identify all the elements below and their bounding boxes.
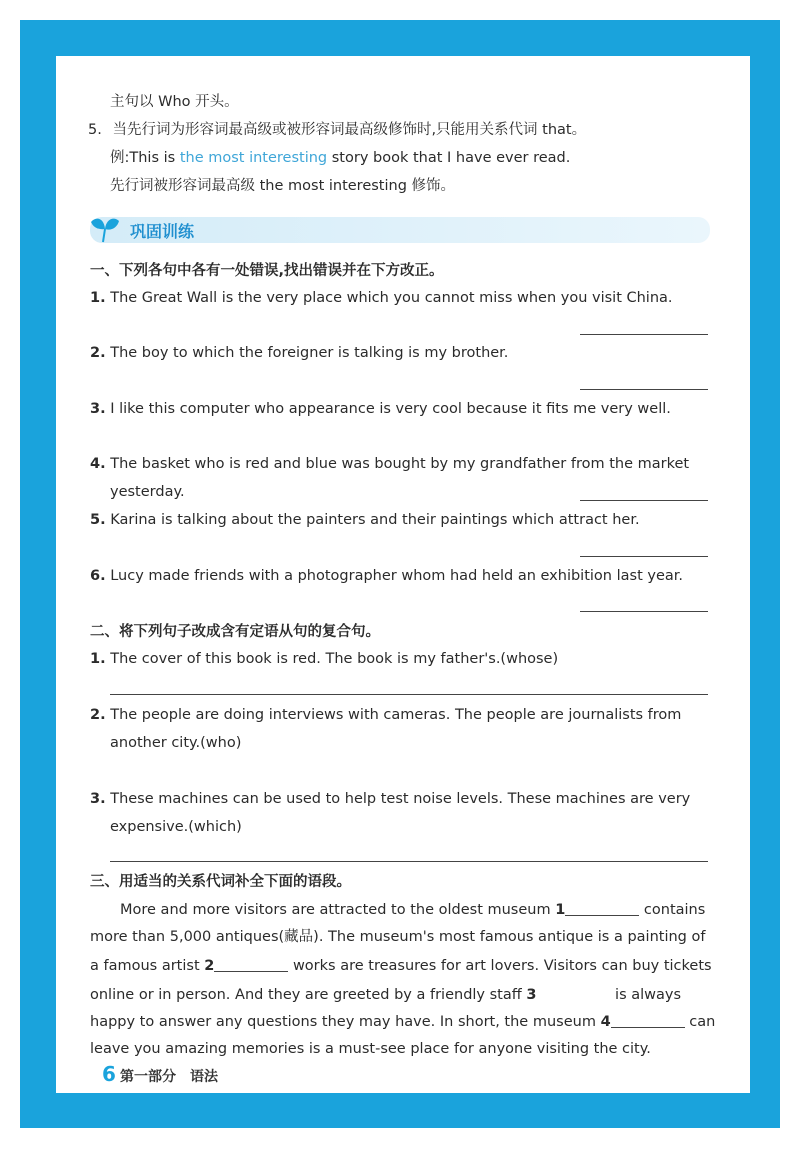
passage-text: contains [639,902,706,918]
item-text: Lucy made friends with a photographer whom had held an exhibition last year. [110,568,683,584]
example-suffix: story book that I have ever read. [327,150,571,166]
item-text: These machines can be used to help test noise levels. These machines are very [110,791,691,807]
passage-text: More and more visitors are attracted to the oldest museum [120,902,556,918]
item-number: 2. [90,345,106,361]
example-explanation: 先行词被形容词最高级 the most interesting 修饰。 [110,178,456,194]
rule-text: 当先行词为形容词最高级或被形容词最高级修饰时,只能用关系代词 that。 [112,122,587,138]
page-frame-bottom [20,1093,780,1128]
blank-number: 4 [600,1014,611,1030]
exercise-item [90,510,640,530]
blank-number: 3 [526,987,537,1003]
passage-text: happy to answer any questions they may have. In short, the museum [90,1014,601,1030]
item-text-continued: another city.(who) [110,735,242,751]
item-text-continued: expensive.(which) [110,819,242,835]
answer-line[interactable] [580,556,708,557]
passage-text: is always [610,987,682,1003]
example-highlight: the most interesting [179,150,328,166]
page-number: 6 [102,1062,116,1086]
example-prefix: 例:This is [110,150,180,166]
answer-line[interactable] [110,694,708,695]
fill-blank[interactable] [611,1011,685,1028]
passage-line [90,955,712,976]
item-number: 1. [90,651,106,667]
section-title: 巩固训练 [130,222,195,241]
page-frame-left [20,20,56,1128]
answer-line[interactable] [580,389,708,390]
rule-5 [88,120,586,140]
part1-heading: 一、下列各句中各有一处错误,找出错误并在下方改正。 [90,263,444,279]
fill-blank[interactable] [214,955,288,972]
passage-text: works are treasures for art lovers. Visitors can buy tickets [288,958,712,974]
item-text: The cover of this book is red. The book is my father's.(whose) [110,651,559,667]
part2-heading: 二、将下列句子改成含有定语从句的复合句。 [90,624,380,640]
page-frame-top [20,20,780,56]
blank-number: 2 [204,958,215,974]
passage-line: leave you amazing memories is a must-see place for anyone visiting the city. [90,1041,651,1057]
item-text: Karina is talking about the painters and their paintings which attract her. [110,512,640,528]
item-text: I like this computer who appearance is very cool because it fits me very well. [110,401,671,417]
leaf-icon [88,212,122,246]
answer-line[interactable] [580,611,708,612]
exercise-item [90,566,683,586]
item-number: 6. [90,568,106,584]
exercise-item [90,789,690,809]
item-number: 1. [90,290,106,306]
exercise-item [90,454,689,474]
fill-blank[interactable] [536,983,610,999]
passage-line: more than 5,000 antiques(藏品). The museum's most famous antique is a painting of [90,929,706,945]
fill-blank[interactable] [565,899,639,916]
exercise-item [90,343,508,363]
answer-line[interactable] [110,861,708,862]
item-number: 5. [90,512,106,528]
exercise-item [90,705,681,725]
passage-line [90,1011,715,1032]
item-number: 2. [90,707,106,723]
passage-line [120,899,705,920]
answer-line[interactable] [580,334,708,335]
item-number: 3. [90,791,106,807]
exercise-item [90,399,671,419]
footer-section-label: 第一部分 语法 [120,1069,218,1085]
passage-text: online or in person. And they are greeted by a friendly staff [90,987,527,1003]
exercise-item [90,649,558,669]
rule-number: 5. [88,122,102,138]
item-text: The people are doing interviews with cameras. The people are journalists from [110,707,682,723]
example-line [110,148,570,168]
part3-heading: 三、用适当的关系代词补全下面的语段。 [90,874,351,890]
passage-text: can [684,1014,716,1030]
item-number: 3. [90,401,106,417]
page-frame-right [750,20,780,1128]
item-number: 4. [90,456,106,472]
answer-line[interactable] [580,500,708,501]
item-text: The Great Wall is the very place which you cannot miss when you visit China. [110,290,673,306]
item-text: The basket who is red and blue was bought by my grandfather from the market [110,456,690,472]
exercise-item [90,288,673,308]
passage-line [90,983,681,1005]
note-line: 主句以 Who 开头。 [110,94,239,110]
blank-number: 1 [555,902,566,918]
item-text-continued: yesterday. [110,484,185,500]
passage-text: a famous artist [90,958,205,974]
item-text: The boy to which the foreigner is talking is my brother. [110,345,509,361]
